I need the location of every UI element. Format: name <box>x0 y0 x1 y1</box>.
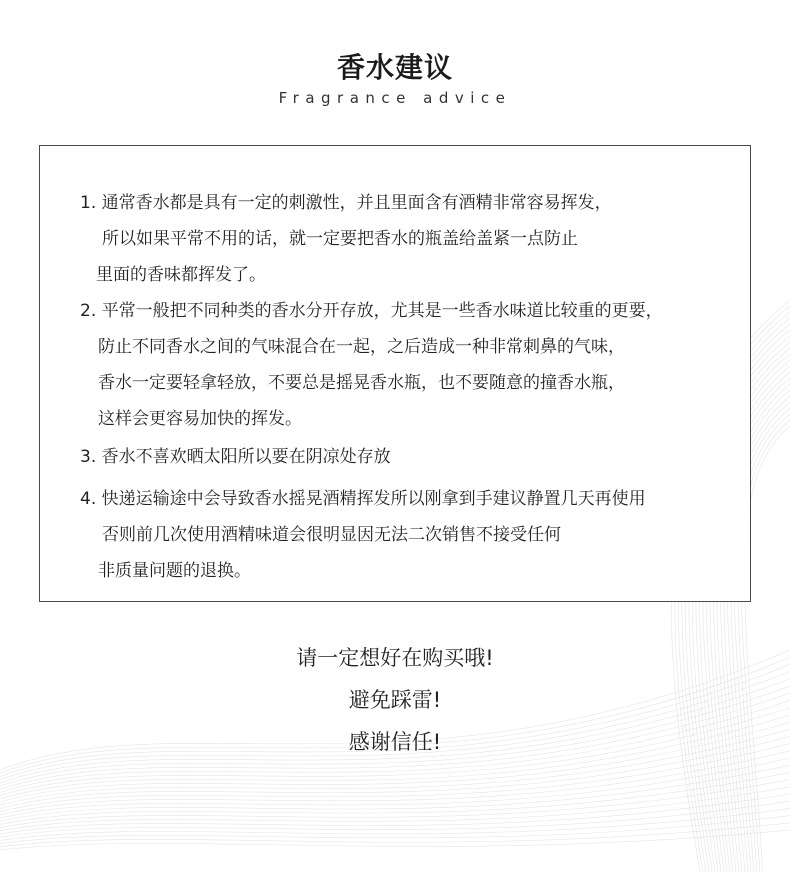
closing-line-3: 感谢信任! <box>348 730 442 754</box>
advice-4-line-3: 非质量问题的退换。 <box>98 561 251 581</box>
closing-line-1: 请一定想好在购买哦! <box>296 646 494 670</box>
decorative-wave-line <box>0 830 790 850</box>
advice-3-line-1: 3. 香水不喜欢晒太阳所以要在阴凉处存放 <box>80 447 391 467</box>
page-title: 香水建议 <box>336 51 453 84</box>
decorative-wave-line <box>0 751 790 815</box>
advice-4-line-1: 4. 快递运输途中会导致香水摇晃酒精挥发所以刚拿到手建议静置几天再使用 <box>80 489 646 509</box>
advice-2-line-1: 2. 平常一般把不同种类的香水分开存放，尤其是一些香水味道比较重的更要， <box>80 301 663 321</box>
advice-box <box>39 145 751 602</box>
closing-line-2: 避免踩雷! <box>348 688 442 712</box>
advice-1-line-2: 所以如果平常不用的话，就一定要把香水的瓶盖给盖紧一点防止 <box>102 229 578 249</box>
decorative-wave-line <box>0 664 790 776</box>
page-subtitle: Fragrance advice <box>278 89 512 107</box>
advice-1-line-1: 1. 通常香水都是具有一定的刺激性，并且里面含有酒精非常容易挥发， <box>80 193 612 213</box>
advice-2-line-4: 这样会更容易加快的挥发。 <box>98 409 302 429</box>
advice-2-line-2: 防止不同香水之间的气味混合在一起，之后造成一种非常刺鼻的气味， <box>98 337 625 357</box>
advice-4-line-2: 否则前几次使用酒精味道会很明显因无法二次销售不接受任何 <box>102 525 561 545</box>
advice-2-line-3: 香水一定要轻拿轻放，不要总是摇晃香水瓶，也不要随意的撞香水瓶， <box>98 373 625 393</box>
decorative-wave-line <box>0 823 790 847</box>
advice-1-line-3: 里面的香味都挥发了。 <box>96 265 266 285</box>
